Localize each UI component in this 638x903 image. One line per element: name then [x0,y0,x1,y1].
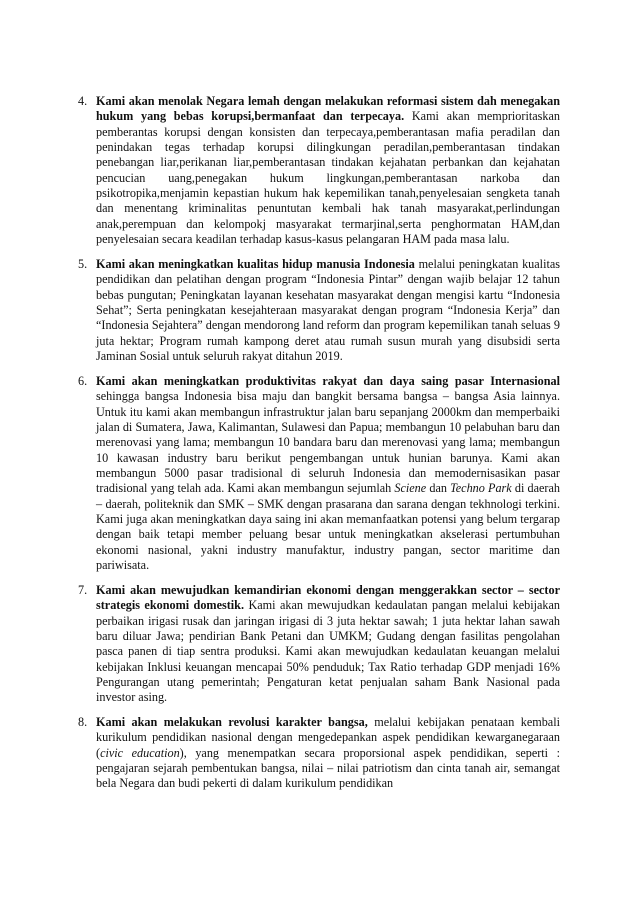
item-body: melalui kebijakan penataan kembali kurikulum pendidikan nasional dengan mengedepankan aspek pendidikan kewarganegaraan ( [96,715,560,760]
item-paragraph [96,94,560,247]
item-number: 5. [78,256,88,271]
item-emphasis: Techno Park [450,481,512,496]
item-number: 8. [78,715,88,730]
item-lead: Kami akan meningkatkan produktivitas rakyat dan daya saing pasar Internasional [96,373,560,388]
item-lead: Kami akan mewujudkan kemandirian ekonomi dengan menggerakkan sector – sector strategis ekonomi domestik. [96,582,560,613]
item-emphasis: Sciene [394,481,427,496]
item-emphasis: civic education [100,745,180,760]
item-paragraph [96,374,560,573]
item-body: melalui peningkatan kualitas pendidikan dan pelatihan dengan program “Indonesia Pintar” dengan wajib belajar 12 tahun bebas pungutan; Peningkatan layanan kesehatan masyarakat dengan mengisi kartu “Indonesia Sehat”; Serta peningkatan kesejahteraan masyarakat dengan program “Indonesia Kerja” dan “Indonesia Sejahtera” dengan mendorong land reform dan program kepemilikan tanah seluas 9 juta hektar; Program rumah kampong deret atau rumah susun murah yang disubsidi serta Jaminan Sosial untuk seluruh rakyat ditahun 2019. [96,256,560,363]
item-body: Kami akan memprioritaskan pemberantas korupsi dengan konsisten dan terpecaya,pemberantasan mafia peradilan dan penindakan tegas terhadap korupsi dilingkungan peradilan,pemberantasan tindakan penebangan liar,perikanan liar,pemberantasan tindakan kejahatan perbankan dan kejahatan pencucian uang,penegakan hukum lingkungan,pemberantasan narkoba dan psikotropika,menjamin kepastian hukum hak kepemilikan tanah,penyelesaian sengketa tanah dan menentang kriminalitas penuntutan kembali hak tanah masyarakat,perlindungan anak,perempuan dan kelompokj masyarakat termarjinal,serta penghormatan HAM,dan penyelesaian secara keadilan terhadap kasus-kasus pelangaran HAM pada masa lalu. [96,109,560,247]
item-body: sehingga bangsa Indonesia bisa maju dan bangkit bersama bangsa – bangsa Asia lainnya. Untuk itu kami akan membangun infrastruktur jalan baru sepanjang 2000km dan memperbaiki jalan di Sumatera, Jawa, Kalimantan, Sulawesi dan Papua; membangun 10 pelabuhan baru dan merenovasi yang lama; membangun 10 bandara baru dan merenovasi yang lama; membangun 10 kawasan industry baru berikut pengembangan untuk hunian barunya. Kami akan membangun 5000 pasar tradisional di seluruh Indonesia dan memodernisasikan pasar tradisional yang telah ada. Kami akan membangun sejumlah [96,389,560,496]
item-lead: Kami akan meningkatkan kualitas hidup manusia Indonesia [96,256,415,271]
item-number: 6. [78,373,88,388]
item-body: Kami akan mewujudkan kedaulatan pangan melalui kebijakan perbaikan irigasi rusak dan jaringan irigasi di 3 juta hektar sawah; 1 juta hektar lahan sawah baru diluar Jawa; pendirian Bank Petani dan UMKM; Gudang dengan fasilitas pengolahan pasca panen di tiap sentra produksi. Kami akan mewujudkan kedaulatan keuangan melalui kebijakan Inklusi keuangan mencapai 50% penduduk; Tax Ratio terhadap GDP menjadi 16% Pengurangan utang pemerintah; Pengaturan ketat penjualan saham Bank Nasional pada investor asing. [96,598,560,705]
item-lead: Kami akan menolak Negara lemah dengan melakukan reformasi sistem dah menegakan hukum yang bebas korupsi,bermanfaat dan terpecaya. [96,94,560,124]
item-lead: Kami akan melakukan revolusi karakter bangsa, [96,715,368,730]
list-item [78,374,560,573]
item-paragraph [96,715,560,792]
list-item [78,583,560,706]
item-body: dan [426,481,451,496]
list-item [78,715,560,792]
item-body: di daerah – daerah, politeknik dan SMK – SMK dengan prasarana dan sarana dengan tekhnologi terkini. Kami juga akan meningkatkan daya saing ini akan memanfaatkan potensi yang belum tergarap dengan baik tetapi member peluang besar untuk meningkatkan akselerasi pertumbuhan ekonomi nasional, yakni industry manufaktur, industry pangan, sector maritime dan pariwisata. [96,481,560,572]
item-paragraph [96,583,560,706]
list-item [78,257,560,364]
item-number: 4. [78,94,88,108]
item-body: ), yang menempatkan secara proporsional aspek pendidikan, seperti : pengajaran sejarah pembentukan bangsa, nilai – nilai patriotism dan cinta tanah air, semangat bela Negara dan budi pekerti di dalam kurikulum pendidikan [96,745,560,791]
numbered-list [78,94,560,801]
item-number: 7. [78,582,88,597]
list-item [78,94,560,247]
item-paragraph [96,257,560,364]
